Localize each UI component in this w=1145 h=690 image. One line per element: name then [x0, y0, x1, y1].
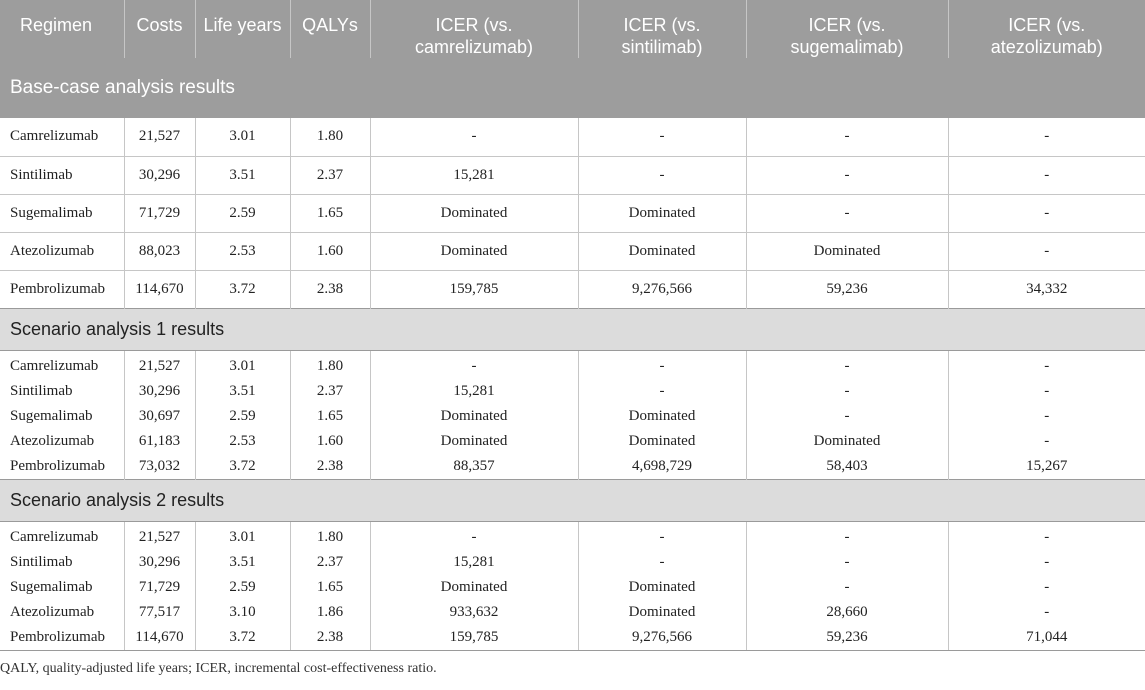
table-cell: 59,236 [746, 625, 948, 650]
table-cell: Dominated [578, 232, 746, 270]
regimen-cell: Sintilimab [0, 550, 124, 575]
table-cell: 2.37 [290, 550, 370, 575]
table-cell: - [1044, 382, 1050, 399]
table-row [0, 404, 1145, 429]
regimen-cell: Sintilimab [0, 379, 124, 404]
table-cell: 1.80 [290, 350, 370, 379]
table-cell: - [746, 575, 948, 600]
table-cell: 30,296 [124, 550, 195, 575]
table-cell: - [578, 379, 746, 404]
table-cell: - [1044, 357, 1050, 374]
regimen-cell: Pembrolizumab [0, 625, 124, 650]
table-cell: 61,183 [124, 429, 195, 454]
table-cell: - [746, 350, 948, 379]
table-cell: - [746, 521, 948, 550]
table-cell: 30,296 [124, 379, 195, 404]
table-cell: 1.65 [290, 194, 370, 232]
regimen-cell: Pembrolizumab [0, 454, 124, 480]
table-cell: - [1044, 528, 1050, 545]
table-row [0, 379, 1145, 404]
column-header-regimen: Regimen [0, 0, 124, 58]
table-cell: - [746, 550, 948, 575]
table-cell: Dominated [578, 429, 746, 454]
table-cell: - [1044, 603, 1050, 620]
section-header-row [0, 58, 1145, 118]
table-cell: - [746, 156, 948, 194]
section-title: Scenario analysis 1 results [0, 308, 1145, 350]
table-cell: - [746, 379, 948, 404]
column-header-icer-camrelizumab: ICER (vs. camrelizumab) [370, 0, 578, 58]
table-cell: Dominated [578, 575, 746, 600]
table-cell: - [746, 404, 948, 429]
column-header-icer-sintilimab: ICER (vs. sintilimab) [578, 0, 746, 58]
table-row [0, 521, 1145, 550]
table-cell: 114,670 [124, 270, 195, 308]
table-cell: 1.80 [290, 118, 370, 156]
table-cell: 30,697 [124, 404, 195, 429]
table-cell: 88,023 [124, 232, 195, 270]
regimen-cell: Atezolizumab [0, 232, 124, 270]
table-cell: 77,517 [124, 600, 195, 625]
section-header-row [0, 479, 1145, 521]
table-cell: 28,660 [746, 600, 948, 625]
column-header-icer-sugemalimab: ICER (vs. sugemalimab) [746, 0, 948, 58]
table-cell: 71,044 [1026, 628, 1068, 645]
table-cell: 1.65 [290, 404, 370, 429]
table-cell: - [948, 194, 1145, 232]
table-cell: Dominated [370, 404, 578, 429]
table-cell: 21,527 [124, 521, 195, 550]
table-cell: 2.53 [195, 429, 290, 454]
table-cell: 15,267 [1026, 457, 1068, 474]
column-header-costs: Costs [124, 0, 195, 58]
table-cell: 3.51 [195, 550, 290, 575]
column-header-icer-atezolizumab: ICER (vs. atezolizumab) [948, 0, 1145, 58]
table-cell: 73,032 [124, 454, 195, 480]
table-body [0, 58, 1145, 650]
table-cell: - [578, 521, 746, 550]
table-cell: Dominated [370, 575, 578, 600]
table-cell: Dominated [370, 429, 578, 454]
column-header-life-years: Life years [195, 0, 290, 58]
table-cell: 4,698,729 [578, 454, 746, 480]
table-cell: - [746, 118, 948, 156]
table-row [0, 429, 1145, 454]
regimen-cell: Atezolizumab [0, 429, 124, 454]
table-cell: 15,281 [370, 156, 578, 194]
regimen-cell: Camrelizumab [0, 350, 124, 379]
table-cell: - [578, 118, 746, 156]
table-cell: - [578, 550, 746, 575]
table-cell: 71,729 [124, 575, 195, 600]
table-cell: - [948, 156, 1145, 194]
regimen-cell: Camrelizumab [0, 118, 124, 156]
table-cell: 34,332 [1026, 280, 1068, 297]
table-row [0, 625, 1145, 650]
table-cell: Dominated [578, 404, 746, 429]
table-cell: 2.37 [290, 156, 370, 194]
table-cell: 1.60 [290, 429, 370, 454]
table-cell: 21,527 [124, 118, 195, 156]
table-cell: 1.65 [290, 575, 370, 600]
table-footnote: QALY, quality-adjusted life years; ICER, incremental cost-effectiveness ratio. [0, 660, 437, 676]
table-cell: 15,281 [370, 550, 578, 575]
table-cell: 1.86 [290, 600, 370, 625]
table-cell: 88,357 [370, 454, 578, 480]
table-cell: 3.51 [195, 156, 290, 194]
table-cell: - [370, 118, 578, 156]
table-cell: 2.59 [195, 404, 290, 429]
section-title: Base-case analysis results [0, 58, 1145, 118]
table-cell: 2.38 [290, 625, 370, 650]
table-cell: - [746, 194, 948, 232]
regimen-cell: Camrelizumab [0, 521, 124, 550]
table-row [0, 156, 1145, 194]
table-cell: 3.10 [195, 600, 290, 625]
table-cell: - [1044, 407, 1050, 424]
table-cell: 2.59 [195, 194, 290, 232]
table-cell: 159,785 [370, 270, 578, 308]
table-cell: 159,785 [370, 625, 578, 650]
table-row [0, 454, 1145, 480]
table-cell: Dominated [370, 232, 578, 270]
table-cell: 2.38 [290, 454, 370, 480]
table-cell: - [948, 232, 1145, 270]
table-cell: - [578, 156, 746, 194]
table-cell: 2.59 [195, 575, 290, 600]
table-cell: Dominated [746, 429, 948, 454]
table-cell: - [1044, 432, 1050, 449]
table-cell: Dominated [370, 194, 578, 232]
table-cell: 2.38 [290, 270, 370, 308]
table-cell: 58,403 [746, 454, 948, 480]
table-cell: 1.60 [290, 232, 370, 270]
table-cell: - [1044, 578, 1050, 595]
table-cell: 3.51 [195, 379, 290, 404]
table-cell: Dominated [578, 194, 746, 232]
table-cell: 59,236 [746, 270, 948, 308]
table-row [0, 270, 1145, 308]
table-cell: Dominated [578, 600, 746, 625]
table-cell: 3.72 [195, 270, 290, 308]
regimen-cell: Atezolizumab [0, 600, 124, 625]
table-cell: 71,729 [124, 194, 195, 232]
table-cell: 9,276,566 [578, 625, 746, 650]
section-header-row [0, 308, 1145, 350]
column-header-qalys: QALYs [290, 0, 370, 58]
table-cell: 30,296 [124, 156, 195, 194]
table-cell: 114,670 [124, 625, 195, 650]
table-cell: - [370, 350, 578, 379]
table-row [0, 575, 1145, 600]
table-cell: 15,281 [370, 379, 578, 404]
regimen-cell: Pembrolizumab [0, 270, 124, 308]
table-cell: 3.72 [195, 625, 290, 650]
table-cell: - [948, 118, 1145, 156]
regimen-cell: Sugemalimab [0, 194, 124, 232]
table-row [0, 350, 1145, 379]
table-cell: 1.80 [290, 521, 370, 550]
table-row [0, 600, 1145, 625]
table-cell: - [370, 521, 578, 550]
table-cell: - [1044, 553, 1050, 570]
table-cell: 9,276,566 [578, 270, 746, 308]
regimen-cell: Sintilimab [0, 156, 124, 194]
table-cell: 2.37 [290, 379, 370, 404]
table-cell: 21,527 [124, 350, 195, 379]
table-row [0, 118, 1145, 156]
table-row [0, 194, 1145, 232]
table-cell: 3.72 [195, 454, 290, 480]
table-cell: Dominated [746, 232, 948, 270]
table-row [0, 550, 1145, 575]
table-cell: 933,632 [370, 600, 578, 625]
table-cell: 2.53 [195, 232, 290, 270]
table-cell: 3.01 [195, 118, 290, 156]
regimen-cell: Sugemalimab [0, 575, 124, 600]
table-cell: - [578, 350, 746, 379]
table-cell: 3.01 [195, 521, 290, 550]
table-cell: 3.01 [195, 350, 290, 379]
regimen-cell: Sugemalimab [0, 404, 124, 429]
table-header-row [0, 0, 1145, 58]
table-row [0, 232, 1145, 270]
section-title: Scenario analysis 2 results [0, 479, 1145, 521]
